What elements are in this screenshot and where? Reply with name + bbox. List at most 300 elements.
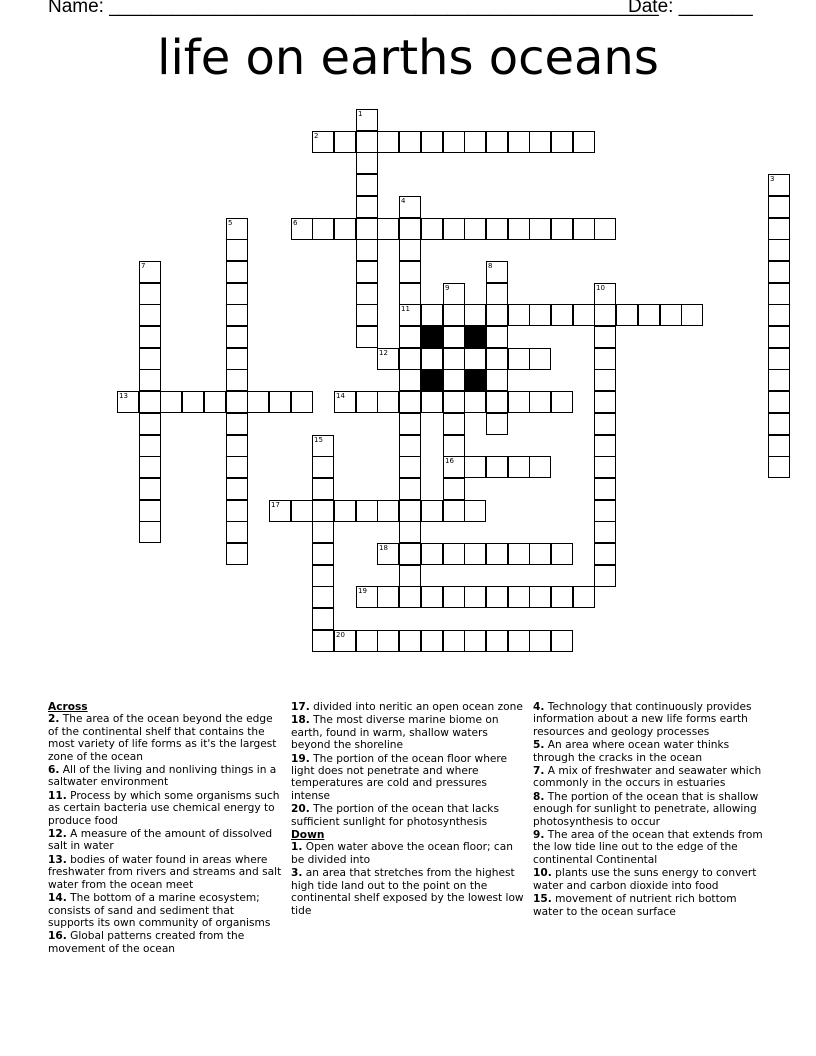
grid-cell[interactable] [226, 239, 248, 261]
clue-number: 10. [533, 867, 552, 880]
grid-cell[interactable] [139, 478, 161, 500]
grid-cell[interactable] [768, 369, 790, 391]
grid-cell[interactable] [399, 543, 421, 565]
clue-number: 11 [401, 305, 410, 313]
clue-number: 6. [48, 764, 60, 777]
grid-cell[interactable] [421, 630, 443, 652]
clue-number: 3 [770, 175, 775, 183]
clue-text: A mix of freshwater and seawater which commonly in the occurs in estuaries [533, 765, 762, 790]
grid-cell[interactable] [356, 283, 378, 305]
grid-cell[interactable] [226, 435, 248, 457]
grid-cell[interactable] [529, 586, 551, 608]
grid-cell[interactable] [443, 500, 465, 522]
clues-column-1 [48, 701, 282, 956]
grid-cell[interactable] [226, 348, 248, 370]
grid-cell[interactable] [312, 435, 334, 457]
grid-cell[interactable] [139, 456, 161, 478]
across-clue-list-cont [291, 701, 525, 828]
clue-text: plants use the suns energy to convert water and carbon dioxide into food [533, 867, 757, 892]
grid-cell[interactable] [399, 196, 421, 218]
grid-cell[interactable] [486, 348, 508, 370]
grid-cell[interactable] [573, 586, 595, 608]
clue-text: an area that stretches from the highest high tide land out to the point on the continental shelf exposed by the lowest low tide [291, 867, 524, 917]
grid-cell[interactable] [443, 369, 465, 391]
down-clue-list [291, 841, 525, 916]
grid-cell[interactable] [117, 391, 139, 413]
grid-cell[interactable] [356, 304, 378, 326]
clue-number: 7. [533, 765, 545, 778]
grid-cell[interactable] [421, 218, 443, 240]
grid-cell[interactable] [399, 369, 421, 391]
grid-cell[interactable] [139, 304, 161, 326]
clue-text: divided into neritic an open ocean zone [309, 701, 523, 713]
grid-cell[interactable] [312, 500, 334, 522]
clue-item [291, 867, 525, 917]
grid-cell[interactable] [464, 630, 486, 652]
grid-cell[interactable] [464, 456, 486, 478]
grid-cell[interactable] [594, 521, 616, 543]
grid-cell[interactable] [291, 218, 313, 240]
grid-cell[interactable] [768, 326, 790, 348]
grid-cell[interactable] [551, 304, 573, 326]
grid-cell[interactable] [312, 456, 334, 478]
grid-cell[interactable] [160, 391, 182, 413]
grid-cell[interactable] [399, 478, 421, 500]
grid-cell[interactable] [226, 413, 248, 435]
grid-cell[interactable] [139, 261, 161, 283]
grid-cell[interactable] [139, 413, 161, 435]
grid-cell[interactable] [768, 283, 790, 305]
grid-cell[interactable] [508, 391, 530, 413]
clue-number: 17. [291, 701, 310, 713]
black-cell [464, 326, 486, 348]
grid-cell[interactable] [551, 131, 573, 153]
clue-item [48, 930, 282, 955]
grid-cell[interactable] [508, 586, 530, 608]
grid-cell[interactable] [529, 348, 551, 370]
clue-text: bodies of water found in areas where freshwater from rivers and streams and salt water from the ocean meet [48, 853, 282, 891]
clue-number: 8. [533, 790, 545, 803]
grid-cell[interactable] [768, 456, 790, 478]
grid-cell[interactable] [486, 218, 508, 240]
grid-cell[interactable] [529, 218, 551, 240]
grid-cell[interactable] [399, 304, 421, 326]
clue-number: 12 [379, 349, 388, 357]
clue-number: 16. [48, 930, 67, 943]
grid-cell[interactable] [377, 630, 399, 652]
grid-cell[interactable] [660, 304, 682, 326]
clue-number: 2 [314, 132, 319, 140]
grid-cell[interactable] [399, 413, 421, 435]
clues-column-3 [533, 701, 767, 919]
grid-cell[interactable] [312, 478, 334, 500]
clue-number: 3. [291, 867, 303, 880]
clue-text: The bottom of a marine ecosystem; consists of sand and sediment that supports its own community of organisms [48, 892, 271, 929]
grid-cell[interactable] [139, 435, 161, 457]
clue-number: 13. [48, 853, 67, 866]
clue-number: 4 [401, 197, 406, 205]
grid-cell[interactable] [486, 369, 508, 391]
grid-cell[interactable] [421, 348, 443, 370]
grid-cell[interactable] [356, 391, 378, 413]
grid-cell[interactable] [508, 543, 530, 565]
clue-number: 1. [291, 841, 303, 854]
grid-cell[interactable] [182, 391, 204, 413]
grid-cell[interactable] [443, 435, 465, 457]
grid-cell[interactable] [399, 239, 421, 261]
grid-cell[interactable] [139, 348, 161, 370]
clue-item [291, 753, 525, 803]
grid-cell[interactable] [356, 152, 378, 174]
grid-cell[interactable] [573, 131, 595, 153]
grid-cell[interactable] [768, 218, 790, 240]
clue-number: 11. [48, 789, 67, 802]
grid-cell[interactable] [226, 478, 248, 500]
grid-cell[interactable] [768, 435, 790, 457]
clue-number: 14 [336, 392, 345, 400]
grid-cell[interactable] [529, 391, 551, 413]
grid-cell[interactable] [551, 543, 573, 565]
clue-text: An area where ocean water thinks through the cracks in the ocean [533, 739, 730, 764]
grid-cell[interactable] [551, 630, 573, 652]
grid-cell[interactable] [399, 435, 421, 457]
grid-cell[interactable] [529, 304, 551, 326]
black-cell [421, 369, 443, 391]
grid-cell[interactable] [312, 565, 334, 587]
clue-item [48, 892, 282, 929]
grid-cell[interactable] [226, 369, 248, 391]
grid-cell[interactable] [226, 261, 248, 283]
grid-cell[interactable] [226, 456, 248, 478]
clue-text: The portion of the ocean that lacks sufficient sunlight for photosynthesis [291, 803, 499, 828]
grid-cell[interactable] [573, 218, 595, 240]
grid-cell[interactable] [594, 326, 616, 348]
clue-number: 12. [48, 828, 67, 841]
grid-cell[interactable] [312, 630, 334, 652]
grid-cell[interactable] [508, 348, 530, 370]
grid-cell[interactable] [464, 348, 486, 370]
clue-text: movement of nutrient rich bottom water to the ocean surface [533, 893, 737, 918]
grid-cell[interactable] [486, 630, 508, 652]
grid-cell[interactable] [204, 391, 226, 413]
grid-cell[interactable] [529, 456, 551, 478]
down-clue-list-cont [533, 701, 767, 918]
grid-cell[interactable] [443, 283, 465, 305]
grid-cell[interactable] [377, 348, 399, 370]
clue-item [533, 867, 767, 892]
clue-number: 16 [445, 457, 454, 465]
clue-item [291, 803, 525, 828]
date-label: Date: _______ [628, 0, 753, 17]
grid-cell[interactable] [356, 261, 378, 283]
clue-text: Open water above the ocean floor; can be divided into [291, 841, 513, 866]
grid-cell[interactable] [377, 500, 399, 522]
clue-text: The portion of the ocean floor where light does not penetrate and where temperatures are cold and pressures intense [291, 752, 508, 802]
clue-number: 15. [533, 893, 552, 906]
grid-cell[interactable] [421, 500, 443, 522]
grid-cell[interactable] [399, 391, 421, 413]
grid-cell[interactable] [356, 131, 378, 153]
grid-cell[interactable] [356, 218, 378, 240]
clue-text: Technology that continuously provides information about a new life forms earth resources and geology processes [533, 701, 752, 738]
clue-number: 6 [293, 219, 298, 227]
grid-cell[interactable] [464, 304, 486, 326]
grid-cell[interactable] [334, 391, 356, 413]
clue-item [48, 790, 282, 827]
grid-cell[interactable] [312, 586, 334, 608]
grid-cell[interactable] [594, 283, 616, 305]
clues-column-2 [291, 701, 525, 918]
grid-cell[interactable] [226, 326, 248, 348]
grid-cell[interactable] [443, 478, 465, 500]
grid-cell[interactable] [594, 218, 616, 240]
grid-cell[interactable] [377, 131, 399, 153]
grid-cell[interactable] [594, 565, 616, 587]
grid-cell[interactable] [399, 500, 421, 522]
grid-cell[interactable] [594, 456, 616, 478]
grid-cell[interactable] [139, 391, 161, 413]
clue-item [291, 701, 525, 713]
grid-cell[interactable] [356, 630, 378, 652]
grid-cell[interactable] [486, 456, 508, 478]
grid-cell[interactable] [312, 608, 334, 630]
clue-number: 1 [358, 110, 363, 118]
grid-cell[interactable] [768, 413, 790, 435]
grid-cell[interactable] [768, 239, 790, 261]
grid-cell[interactable] [377, 218, 399, 240]
across-clue-list [48, 713, 282, 955]
grid-cell[interactable] [486, 283, 508, 305]
grid-cell[interactable] [508, 304, 530, 326]
grid-cell[interactable] [508, 218, 530, 240]
grid-cell[interactable] [573, 304, 595, 326]
grid-cell[interactable] [356, 174, 378, 196]
grid-cell[interactable] [594, 435, 616, 457]
grid-cell[interactable] [399, 456, 421, 478]
clue-item [291, 714, 525, 751]
grid-cell[interactable] [399, 565, 421, 587]
clue-number: 15 [314, 436, 323, 444]
grid-cell[interactable] [421, 586, 443, 608]
down-heading: Down [291, 829, 325, 842]
grid-cell[interactable] [768, 304, 790, 326]
clue-number: 4. [533, 701, 545, 713]
grid-cell[interactable] [356, 196, 378, 218]
grid-cell[interactable] [399, 218, 421, 240]
grid-cell[interactable] [594, 391, 616, 413]
grid-cell[interactable] [312, 543, 334, 565]
grid-cell[interactable] [486, 391, 508, 413]
clue-item [533, 893, 767, 918]
grid-cell[interactable] [399, 283, 421, 305]
clue-text: All of the living and nonliving things in a saltwater environment [48, 764, 277, 789]
grid-cell[interactable] [399, 261, 421, 283]
grid-cell[interactable] [312, 521, 334, 543]
grid-cell[interactable] [377, 543, 399, 565]
grid-cell[interactable] [334, 630, 356, 652]
grid-cell[interactable] [139, 283, 161, 305]
grid-cell[interactable] [464, 131, 486, 153]
grid-cell[interactable] [377, 391, 399, 413]
grid-cell[interactable] [443, 456, 465, 478]
grid-cell[interactable] [594, 369, 616, 391]
grid-cell[interactable] [594, 304, 616, 326]
grid-cell[interactable] [768, 174, 790, 196]
grid-cell[interactable] [443, 326, 465, 348]
grid-cell[interactable] [551, 218, 573, 240]
grid-cell[interactable] [356, 109, 378, 131]
grid-cell[interactable] [486, 326, 508, 348]
grid-cell[interactable] [269, 391, 291, 413]
grid-cell[interactable] [226, 283, 248, 305]
clue-number: 19 [358, 587, 367, 595]
grid-cell[interactable] [508, 131, 530, 153]
clue-text: The portion of the ocean that is shallow enough for sunlight to penetrate, allowing photosynthesis to occur [533, 790, 759, 828]
grid-cell[interactable] [638, 304, 660, 326]
grid-cell[interactable] [226, 543, 248, 565]
clue-number: 2. [48, 713, 60, 726]
clue-item [533, 739, 767, 764]
grid-cell[interactable] [529, 131, 551, 153]
clue-text: The most diverse marine biome on earth, found in warm, shallow waters beyond the shoreline [291, 714, 499, 752]
grid-cell[interactable] [226, 304, 248, 326]
clue-item [533, 701, 767, 738]
grid-cell[interactable] [443, 630, 465, 652]
grid-cell[interactable] [139, 521, 161, 543]
grid-cell[interactable] [464, 586, 486, 608]
across-heading: Across [48, 701, 88, 713]
grid-cell[interactable] [421, 304, 443, 326]
black-cell [464, 369, 486, 391]
clue-number: 8 [488, 262, 493, 270]
clue-number: 13 [119, 392, 128, 400]
grid-cell[interactable] [529, 630, 551, 652]
grid-cell[interactable] [594, 543, 616, 565]
grid-cell[interactable] [443, 391, 465, 413]
grid-cell[interactable] [139, 369, 161, 391]
grid-cell[interactable] [356, 500, 378, 522]
grid-cell[interactable] [768, 261, 790, 283]
clue-number: 17 [271, 501, 280, 509]
grid-cell[interactable] [616, 304, 638, 326]
grid-cell[interactable] [139, 500, 161, 522]
grid-cell[interactable] [486, 261, 508, 283]
grid-cell[interactable] [443, 543, 465, 565]
grid-cell[interactable] [334, 500, 356, 522]
grid-cell[interactable] [291, 391, 313, 413]
grid-cell[interactable] [421, 391, 443, 413]
clue-number: 18. [291, 714, 310, 727]
grid-cell[interactable] [312, 218, 334, 240]
clue-number: 5. [533, 739, 545, 752]
clue-item [48, 713, 282, 763]
grid-cell[interactable] [594, 348, 616, 370]
grid-cell[interactable] [247, 391, 269, 413]
clue-text: The area of the ocean that extends from the low tide line out to the edge of the continental Continental [533, 829, 763, 866]
grid-cell[interactable] [226, 218, 248, 240]
grid-cell[interactable] [421, 543, 443, 565]
grid-cell[interactable] [594, 413, 616, 435]
grid-cell[interactable] [443, 413, 465, 435]
grid-cell[interactable] [486, 586, 508, 608]
grid-cell[interactable] [226, 500, 248, 522]
grid-cell[interactable] [334, 218, 356, 240]
clue-number: 9 [445, 284, 450, 292]
grid-cell[interactable] [594, 478, 616, 500]
grid-cell[interactable] [486, 543, 508, 565]
name-label: Name: ____________________________________________________ [48, 0, 659, 17]
grid-cell[interactable] [291, 500, 313, 522]
grid-cell[interactable] [594, 500, 616, 522]
grid-cell[interactable] [508, 456, 530, 478]
grid-cell[interactable] [529, 543, 551, 565]
clue-item [533, 829, 767, 866]
grid-cell[interactable] [464, 391, 486, 413]
grid-cell[interactable] [768, 348, 790, 370]
grid-cell[interactable] [269, 500, 291, 522]
grid-cell[interactable] [356, 326, 378, 348]
grid-cell[interactable] [443, 218, 465, 240]
grid-cell[interactable] [443, 348, 465, 370]
grid-cell[interactable] [551, 391, 573, 413]
clue-number: 19. [291, 752, 310, 765]
clue-number: 18 [379, 544, 388, 552]
grid-cell[interactable] [399, 348, 421, 370]
clue-text: Global patterns created from the movement of the ocean [48, 930, 245, 955]
grid-cell[interactable] [443, 304, 465, 326]
clue-item [48, 854, 282, 891]
black-cell [421, 326, 443, 348]
grid-cell[interactable] [226, 391, 248, 413]
grid-cell[interactable] [377, 586, 399, 608]
clue-number: 10 [596, 284, 605, 292]
grid-cell[interactable] [139, 326, 161, 348]
grid-cell[interactable] [551, 586, 573, 608]
grid-cell[interactable] [464, 543, 486, 565]
grid-cell[interactable] [768, 391, 790, 413]
clue-item [533, 765, 767, 790]
clue-item [533, 791, 767, 828]
grid-cell[interactable] [399, 326, 421, 348]
clue-item [291, 841, 525, 866]
grid-cell[interactable] [356, 239, 378, 261]
grid-cell[interactable] [443, 586, 465, 608]
grid-cell[interactable] [399, 630, 421, 652]
grid-cell[interactable] [486, 304, 508, 326]
grid-cell[interactable] [508, 630, 530, 652]
clue-text: Process by which some organisms such as certain bacteria use chemical energy to produce food [48, 789, 280, 827]
grid-cell[interactable] [399, 586, 421, 608]
grid-cell[interactable] [486, 413, 508, 435]
grid-cell[interactable] [399, 521, 421, 543]
grid-cell[interactable] [681, 304, 703, 326]
clue-number: 20. [291, 803, 310, 816]
grid-cell[interactable] [464, 218, 486, 240]
grid-cell[interactable] [399, 131, 421, 153]
clue-text: A measure of the amount of dissolved salt in water [48, 828, 273, 853]
grid-cell[interactable] [443, 131, 465, 153]
clue-text: The area of the ocean beyond the edge of the continental shelf that contains the most variety of life forms as it's the largest zone of the ocean [48, 713, 277, 763]
grid-cell[interactable] [486, 131, 508, 153]
grid-cell[interactable] [312, 131, 334, 153]
grid-cell[interactable] [464, 500, 486, 522]
grid-cell[interactable] [226, 521, 248, 543]
clue-number: 14. [48, 892, 67, 905]
grid-cell[interactable] [334, 131, 356, 153]
grid-cell[interactable] [768, 196, 790, 218]
grid-cell[interactable] [421, 131, 443, 153]
grid-cell[interactable] [356, 586, 378, 608]
